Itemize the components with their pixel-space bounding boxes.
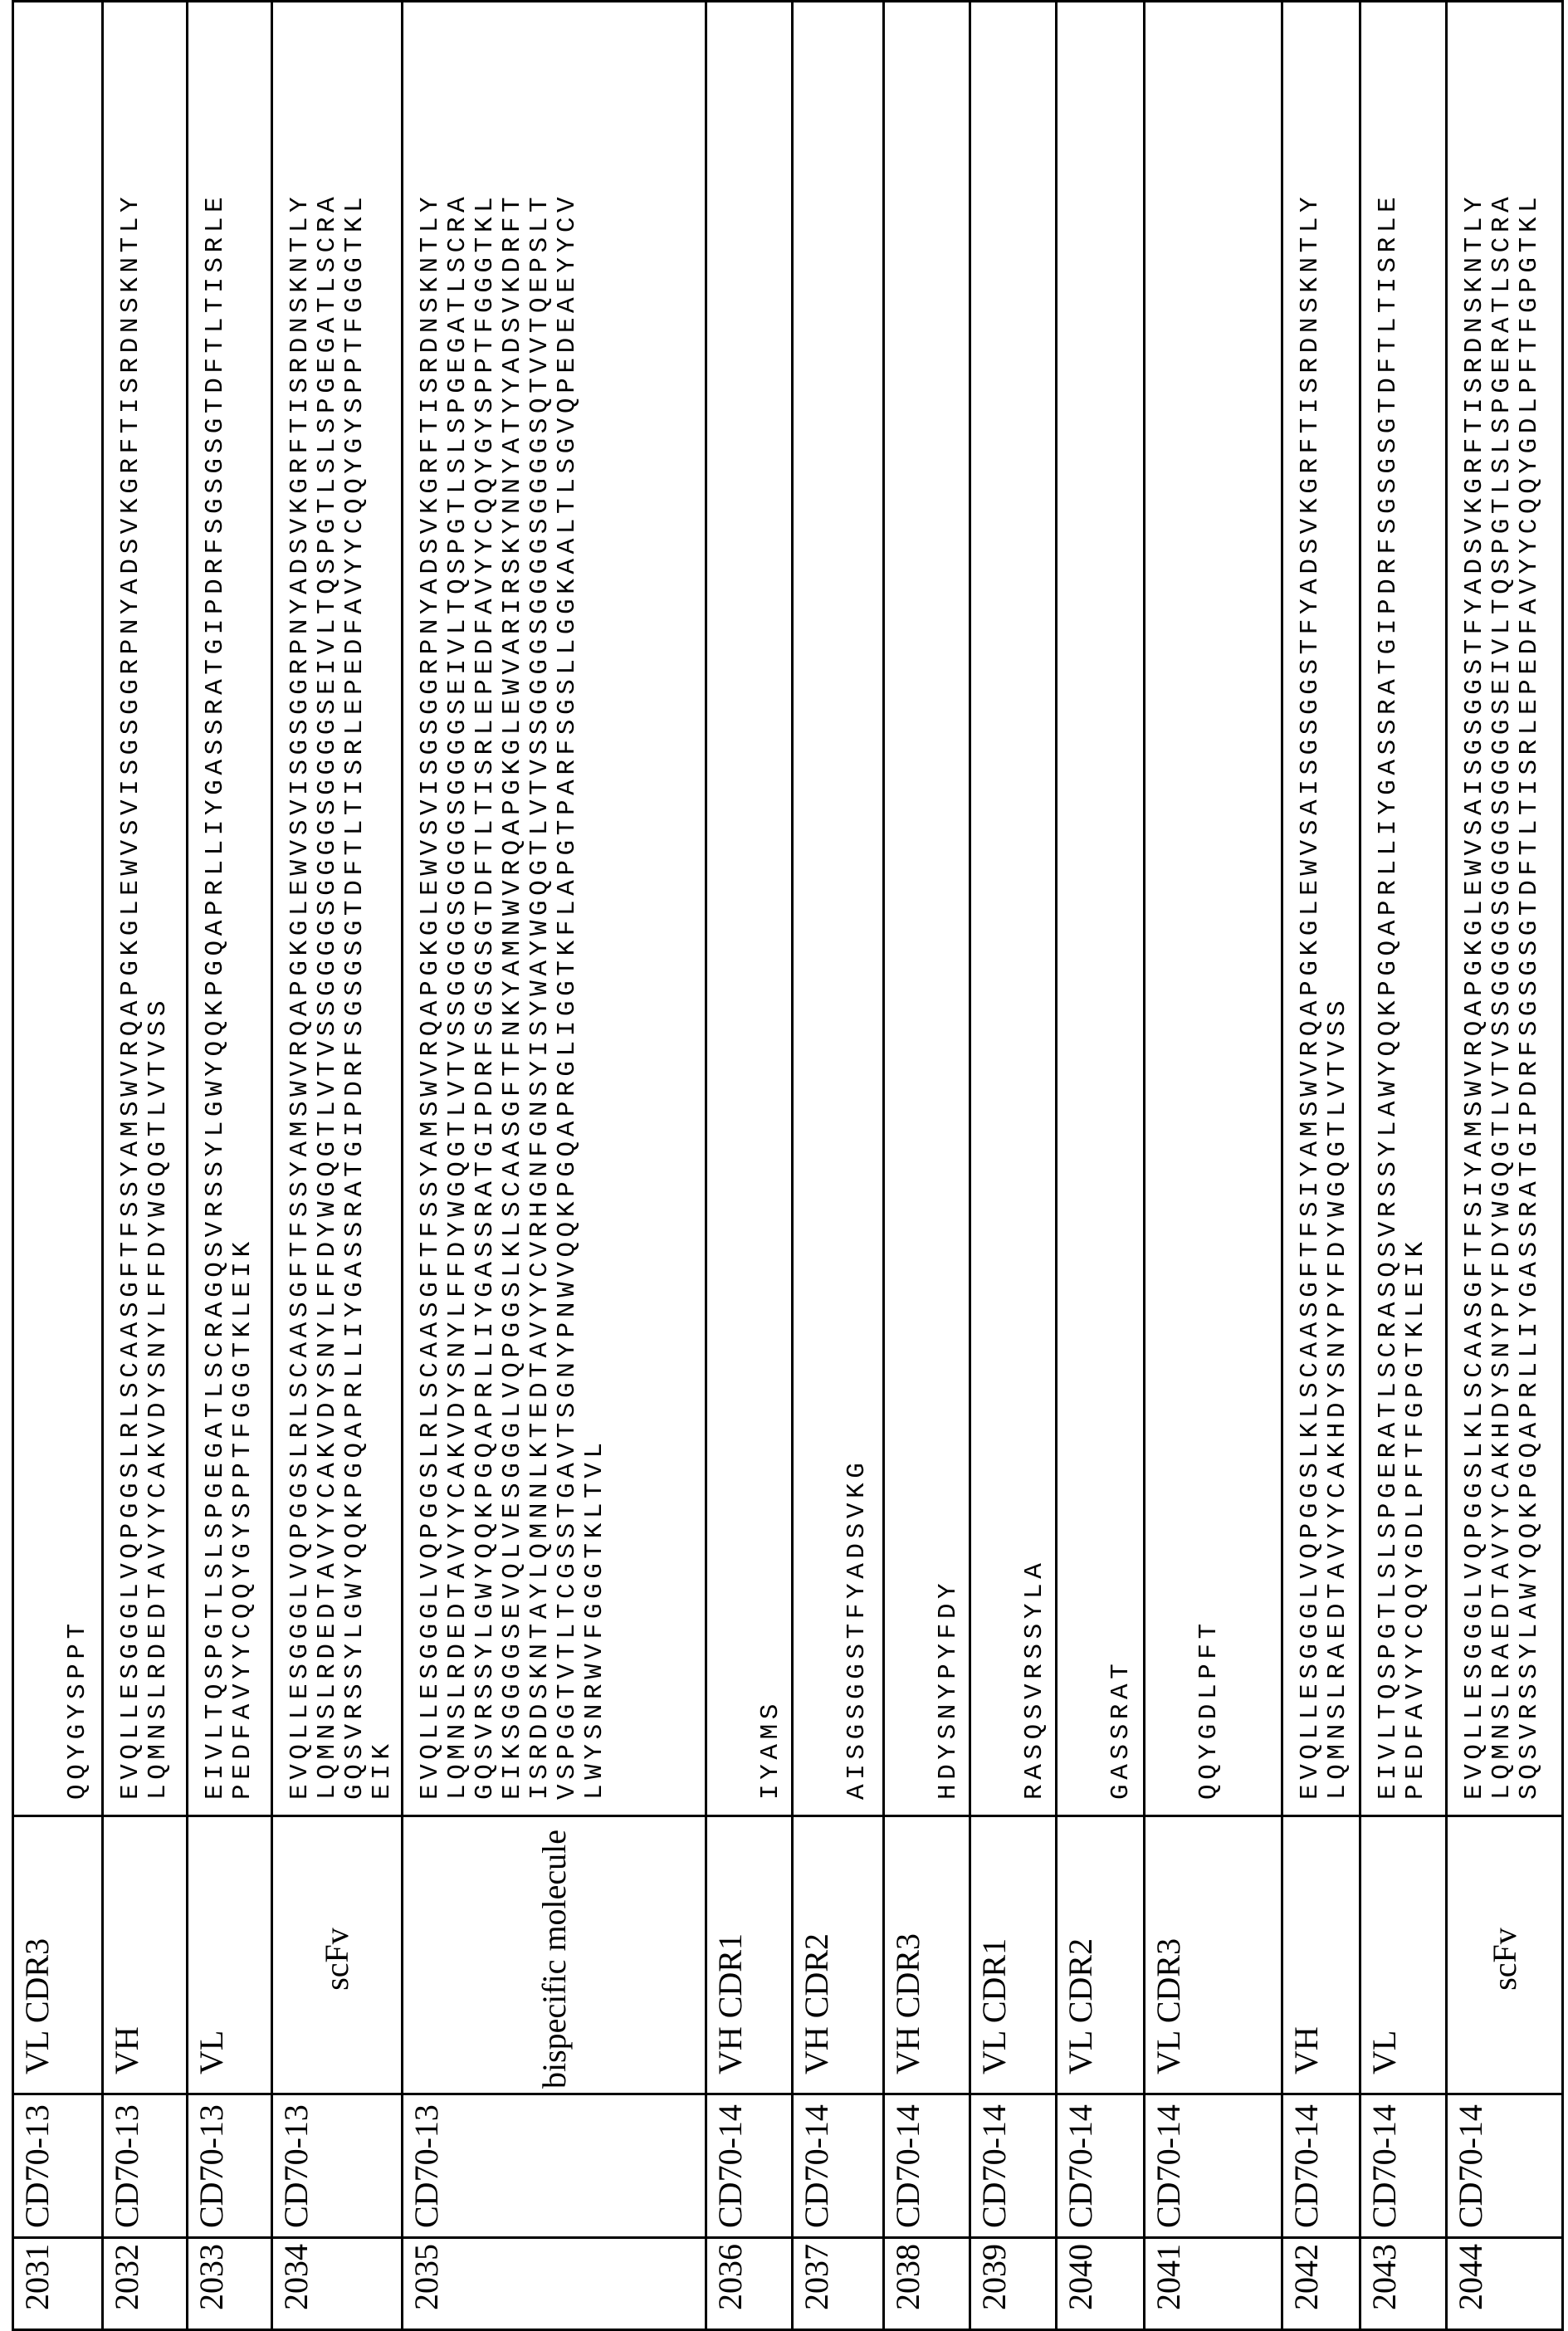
region-type: scFv <box>272 1816 403 2094</box>
amino-acid-sequence <box>1145 2 1282 1816</box>
table-row <box>706 2 793 2330</box>
amino-acid-sequence <box>272 2 403 1816</box>
amino-acid-sequence <box>706 2 793 1816</box>
sequence-table-body <box>13 2 1563 2330</box>
region-type: bispecific molecule <box>403 1816 706 2094</box>
antibody-id: CD70-14 <box>793 2094 884 2238</box>
sequence-line: AISGSGGSTFYADSVKG <box>843 11 871 1800</box>
sequence-line: PEDFAVYYCQQYGDLPFTFGPGTKLEIK <box>1402 11 1429 1800</box>
seq-id-number: 2041 <box>1145 2238 1282 2330</box>
antibody-id: CD70-13 <box>188 2094 272 2238</box>
table-row <box>1447 2 1563 2330</box>
table-row <box>1145 2 1282 2330</box>
sequence-line: LQMNSLRDEDTAVYYCAKVDYSNYLFFDYWGQGTLVTVSSGGGGSGGGGSGGGGSEIVLTQSPGTLSLSPGEGATLSCRA <box>444 11 471 1800</box>
sequence-line: RASQSVRSSYLA <box>1021 11 1048 1800</box>
table-row <box>13 2 103 2330</box>
region-type: VL CDR3 <box>13 1816 103 2094</box>
sequence-line: EVQLLESGGGLVQPGGSLKLSCAASGFTFSIYAMSWVRQAPGKGLEWVSAISGSGGSTFYADSVKGRFTISRDNSKNTLY <box>1297 11 1324 1800</box>
sequence-line: GQSVRSSYLGWYQQKPGQAPRLLIYGASSRATGIPDRFSGSGSGTDFTLTISRLEPEDFAVYYCQQYGYSPPTFGGGTKL <box>471 11 499 1800</box>
rotated-page <box>0 0 1568 2331</box>
table-row <box>1360 2 1447 2330</box>
amino-acid-sequence <box>13 2 103 1816</box>
antibody-id: CD70-14 <box>1360 2094 1447 2238</box>
antibody-id: CD70-14 <box>706 2094 793 2238</box>
table-row <box>103 2 188 2330</box>
seq-id-number: 2037 <box>793 2238 884 2330</box>
table-row <box>1282 2 1360 2330</box>
table-row <box>970 2 1057 2330</box>
seq-id-number: 2035 <box>403 2238 706 2330</box>
antibody-id: CD70-14 <box>1057 2094 1145 2238</box>
sequence-line: HDYSNYPYFDY <box>935 11 962 1800</box>
sequence-line: EVQLLESGGGLVQPGGSLRLSCAASGFTFSSYAMSWVRQAPGKGLEWVSVISGSGGRPNYADSVKGRFTISRDNSKNTLY <box>286 11 314 1800</box>
sequence-line: LWYSNRWVFGGGTKLTVL <box>581 11 608 1800</box>
sequence-line: LQMNSLRDEDTAVYYCAKVDYSNYLFFDYWGQGTLVTVSSGGGGSGGGGSGGGGSEIVLTQSPGTLSLSPGEGATLSCRA <box>314 11 341 1800</box>
table-row <box>403 2 706 2330</box>
sequence-line: EVQLLESGGGLVQPGGSLRLSCAASGFTFSSYAMSWVRQAPGKGLEWVSVISGSGGRPNYADSVKGRFTISRDNSKNTLY <box>417 11 444 1800</box>
sequence-line: IYAMS <box>757 11 784 1800</box>
sequence-line: EVQLLESGGGLVQPGGSLRLSCAASGFTFSSYAMSWVRQAPGKGLEWVSVISGSGGRPNYADSVKGRFTISRDNSKNTLY <box>117 11 144 1800</box>
sequence-line: EIVLTQSPGTLSLSPGEGATLSCRAGQSVRSSYLGWYQQKPGQAPRLLIYGASSRATGIPDRFSGSGSGTDFTLTISRLE <box>202 11 229 1800</box>
sequence-line: QQYGYSPPT <box>64 11 91 1800</box>
table-row <box>793 2 884 2330</box>
amino-acid-sequence <box>793 2 884 1816</box>
sequence-line: EIKSGGGGSEVQLVESGGGLVQPGGSLKLSCAASGFTFNKYAMNWVRQAPGKGLEWVARIRSKYNNYATYYADSVKDRFT <box>499 11 526 1800</box>
sequence-line: EVQLLESGGGLVQPGGSLKLSCAASGFTFSIYAMSWVRQAPGKGLEWVSAISGSGGSTFYADSVKGRFTISRDNSKNTLY <box>1461 11 1488 1800</box>
antibody-id: CD70-13 <box>103 2094 188 2238</box>
region-type: VH CDR3 <box>884 1816 970 2094</box>
antibody-id: CD70-14 <box>1145 2094 1282 2238</box>
antibody-id: CD70-14 <box>884 2094 970 2238</box>
seq-id-number: 2044 <box>1447 2238 1563 2330</box>
seq-id-number: 2042 <box>1282 2238 1360 2330</box>
region-type: VH CDR2 <box>793 1816 884 2094</box>
seq-id-number: 2031 <box>13 2238 103 2330</box>
amino-acid-sequence <box>1447 2 1563 1816</box>
sequence-line: EIK <box>369 11 396 1800</box>
antibody-id: CD70-13 <box>403 2094 706 2238</box>
amino-acid-sequence <box>1282 2 1360 1816</box>
region-type: VH <box>1282 1816 1360 2094</box>
seq-id-number: 2034 <box>272 2238 403 2330</box>
seq-id-number: 2033 <box>188 2238 272 2330</box>
region-type: VL CDR1 <box>970 1816 1057 2094</box>
sequence-line: EIVLTQSPGTLSLSPGERATLSCRASQSVRSSYLAWYQQKPGQAPRLLIYGASSRATGIPDRFSGSGSGTDFTLTISRLE <box>1375 11 1402 1800</box>
seq-id-number: 2043 <box>1360 2238 1447 2330</box>
table-row <box>188 2 272 2330</box>
sequence-line: LQMNSLRAEDTAVYYCAKHDYSNYPYFDYWGQGTLVTVSSGGGGSGGGGSGGGGSEIVLTQSPGTLSLSPGERATLSCRA <box>1488 11 1516 1800</box>
sequence-line: LQMNSLRAEDTAVYYCAKHDYSNYPYFDYWGQGTLVTVSS <box>1324 11 1351 1800</box>
amino-acid-sequence <box>1360 2 1447 1816</box>
sequence-line: GASSRAT <box>1107 11 1135 1800</box>
amino-acid-sequence <box>188 2 272 1816</box>
antibody-id: CD70-13 <box>13 2094 103 2238</box>
region-type: scFv <box>1447 1816 1563 2094</box>
seq-id-number: 2040 <box>1057 2238 1145 2330</box>
region-type: VH <box>103 1816 188 2094</box>
antibody-id: CD70-13 <box>272 2094 403 2238</box>
table-row <box>1057 2 1145 2330</box>
region-type: VL <box>1360 1816 1447 2094</box>
region-type: VL CDR3 <box>1145 1816 1282 2094</box>
region-type: VH CDR1 <box>706 1816 793 2094</box>
seq-id-number: 2039 <box>970 2238 1057 2330</box>
seq-id-number: 2036 <box>706 2238 793 2330</box>
antibody-id: CD70-14 <box>1447 2094 1563 2238</box>
sequence-line: PEDFAVYYCQQYGYSPPTFGGGTKLEIK <box>229 11 256 1800</box>
table-row <box>884 2 970 2330</box>
seq-id-number: 2038 <box>884 2238 970 2330</box>
region-type: VL CDR2 <box>1057 1816 1145 2094</box>
sequence-line: ISRDDSKNTAYLQMNNLKTEDTAVYYCVRHGNFGNSYISYWAYWGQGTLVTVSSGGGGSGGGGSGGGGSQTVVTQEPSLT <box>526 11 554 1800</box>
amino-acid-sequence <box>1057 2 1145 1816</box>
sequence-line: GQSVRSSYLGWYQQKPGQAPRLLIYGASSRATGIPDRFSGSGSGTDFTLTISRLEPEDFAVYYCQQYGYSPPTFGGGTKL <box>341 11 369 1800</box>
sequence-line: LQMNSLRDEDTAVYYCAKVDYSNYLFFDYWGQGTLVTVSS <box>144 11 172 1800</box>
seq-id-number: 2032 <box>103 2238 188 2330</box>
region-type: VL <box>188 1816 272 2094</box>
amino-acid-sequence <box>970 2 1057 1816</box>
sequence-line: QQYGDLPFT <box>1195 11 1223 1800</box>
sequence-line: VSPGGTVTLTCGSSTGAVTSGNYPNWVQQKPGQAPRGLIGGTKFLAPGTPARFSGSLLGGKAALTLSGVQPEDEAEYYCV <box>554 11 581 1800</box>
amino-acid-sequence <box>884 2 970 1816</box>
amino-acid-sequence <box>403 2 706 1816</box>
amino-acid-sequence <box>103 2 188 1816</box>
table-row <box>272 2 403 2330</box>
antibody-id: CD70-14 <box>970 2094 1057 2238</box>
sequence-line: SQSVRSSYLAWYQQKPGQAPRLLIYGASSRATGIPDRFSGSGSGTDFTLTISRLEPEDFAVYYCQQYGDLPFTFGPGTKL <box>1516 11 1543 1800</box>
sequence-table <box>12 0 1564 2331</box>
antibody-id: CD70-14 <box>1282 2094 1360 2238</box>
